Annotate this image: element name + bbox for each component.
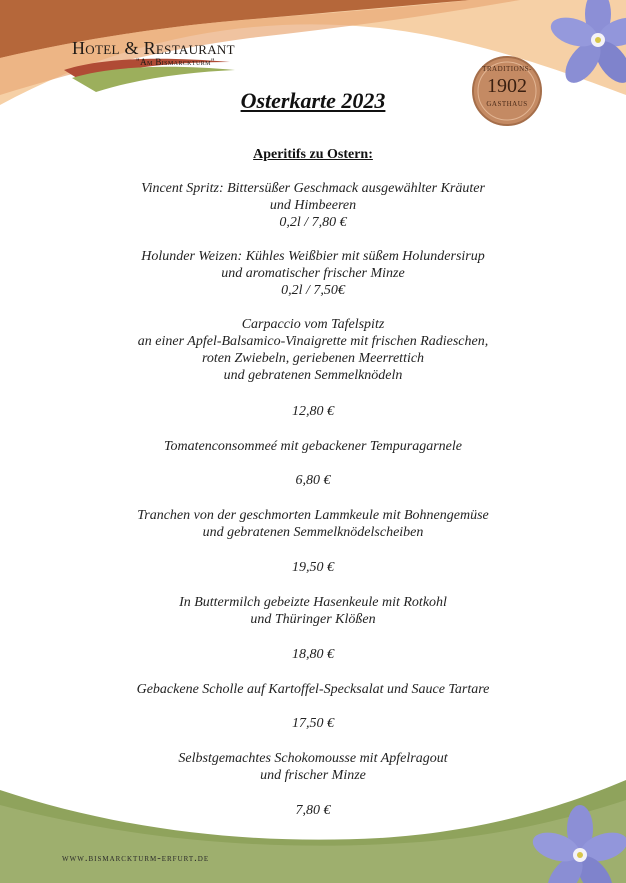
item-line: roten Zwiebeln, geriebenen Meerrettich (201, 351, 425, 366)
item-line: Vincent Spritz: Bittersüßer Geschmack ausgewählter Kräuter (141, 181, 485, 196)
seal-bottom-text: GASTHAUS (486, 100, 528, 108)
item-line: und gebratenen Semmelknödeln (223, 368, 403, 383)
item-line: In Buttermilch gebeizte Hasenkeule mit Rotkohl (179, 595, 447, 610)
menu-item (0, 594, 626, 628)
item-line: an einer Apfel-Balsamico-Vinaigrette mit frischen Radieschen, (137, 334, 489, 349)
item-line: Tomatenconsommeé mit gebackener Tempuragarnele (164, 439, 462, 454)
menu-item (0, 681, 626, 698)
seal-top-text: TRADITIONS- (482, 65, 532, 73)
website-url: www.bismarckturm-erfurt.de (62, 853, 210, 864)
item-line: Gebackene Scholle auf Kartoffel-Specksalat und Sauce Tartare (136, 682, 490, 697)
menu-item (0, 750, 626, 784)
item-line: Selbstgemachtes Schokomousse mit Apfelragout (178, 751, 448, 766)
item-price: 12,80 € (292, 404, 334, 419)
item-price: 0,2l / 7,80 € (279, 215, 347, 230)
item-line: Holunder Weizen: Kühles Weißbier mit süßem Holundersirup (141, 249, 485, 264)
menu-item (0, 316, 626, 384)
item-line: Carpaccio vom Tafelspitz (241, 317, 385, 332)
menu-item (0, 248, 626, 299)
logo-subtitle: "Am Bismarckturm" (136, 57, 215, 67)
item-line: und gebratenen Semmelknödelscheiben (202, 525, 424, 540)
item-price: 17,50 € (292, 716, 334, 731)
item-line: Tranchen von der geschmorten Lammkeule mit Bohnengemüse (137, 508, 489, 523)
logo-name: Hotel & Restaurant (72, 38, 235, 58)
item-line: und aromatischer frischer Minze (221, 266, 405, 281)
menu-item (0, 180, 626, 231)
seal-year: 1902 (487, 75, 527, 97)
item-price: 7,80 € (295, 803, 331, 818)
section-title: Aperitifs zu Ostern: (253, 147, 373, 162)
menu-item (0, 507, 626, 541)
item-price: 18,80 € (292, 647, 334, 662)
menu-item (0, 438, 626, 455)
item-line: und Himbeeren (269, 198, 357, 213)
item-price: 0,2l / 7,50€ (281, 283, 345, 298)
menu-title: Osterkarte 2023 (240, 88, 386, 113)
item-price: 19,50 € (292, 560, 334, 575)
item-line: und Thüringer Klößen (250, 612, 376, 627)
item-line: und frischer Minze (260, 768, 366, 783)
item-price: 6,80 € (295, 473, 331, 488)
